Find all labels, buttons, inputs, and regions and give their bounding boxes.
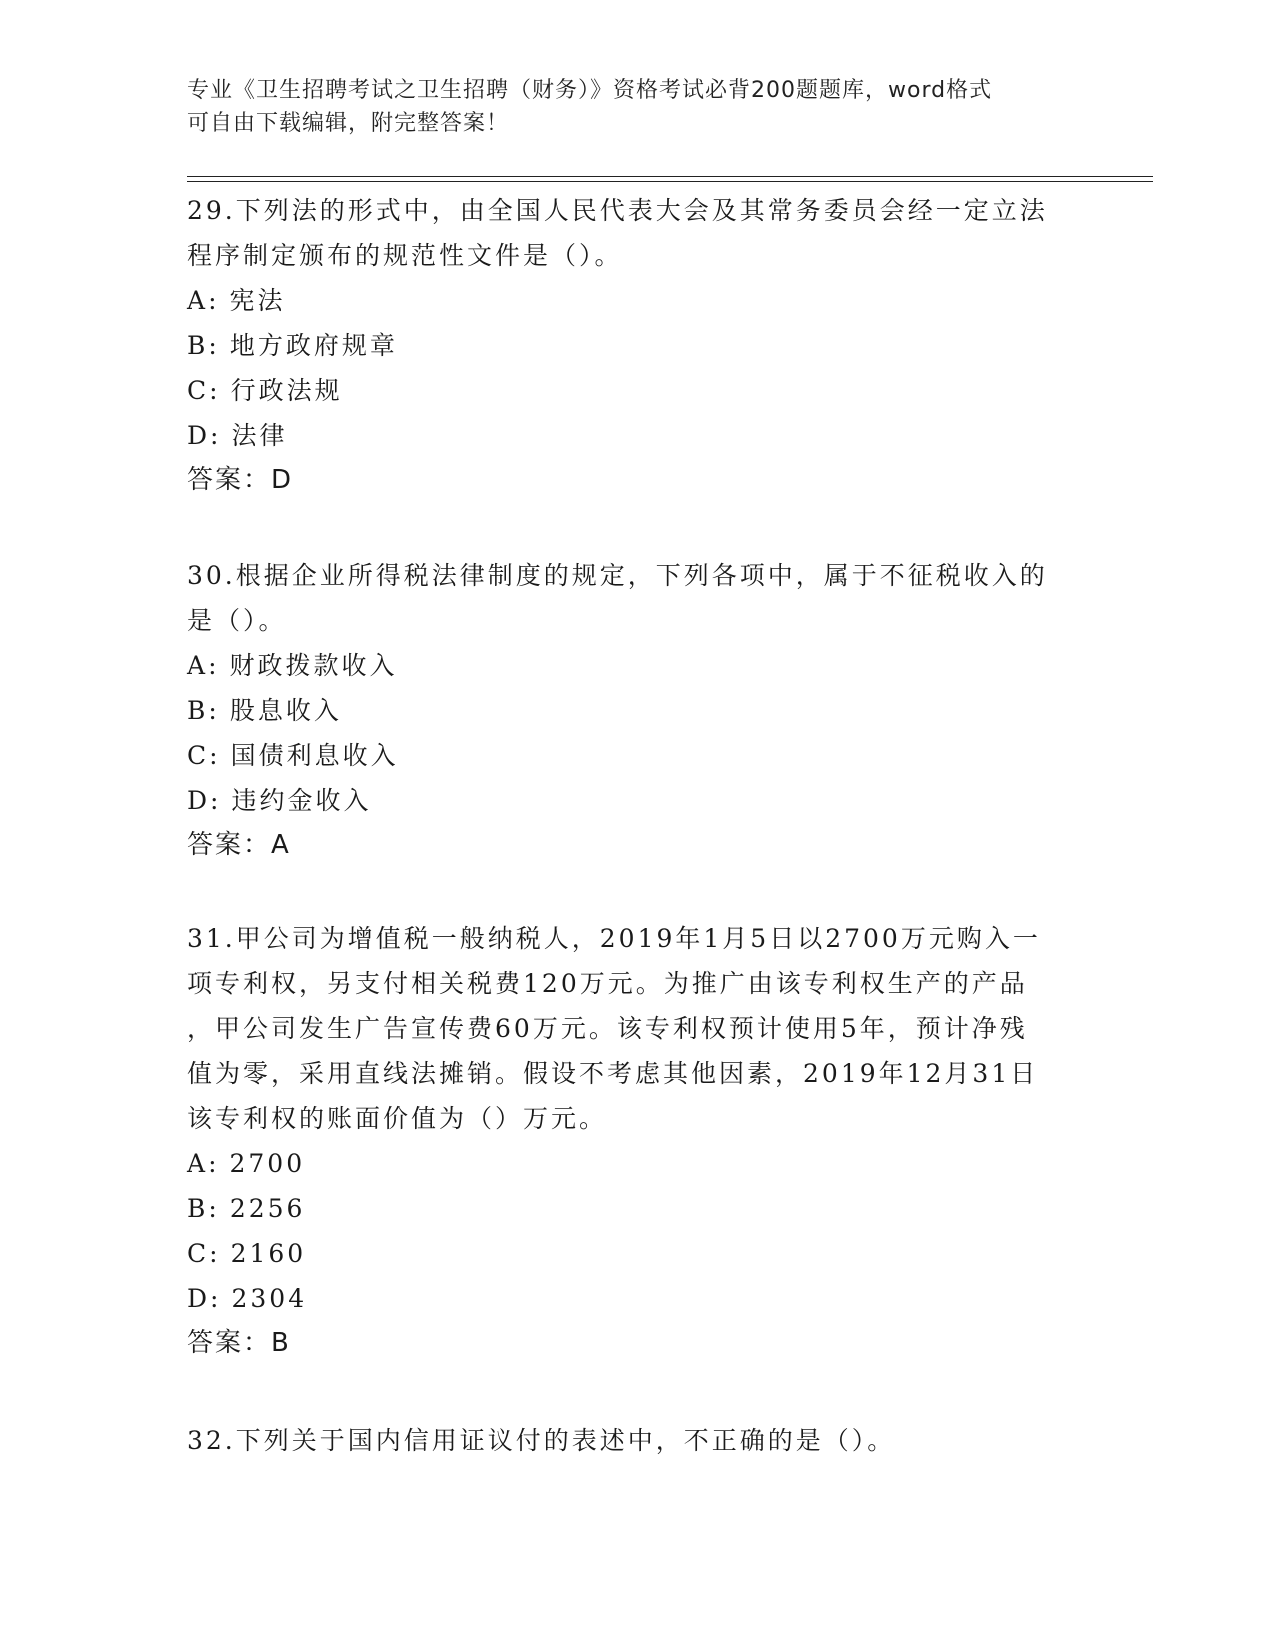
option-b [187, 323, 1077, 368]
answer-line: 答案：B [187, 1328, 291, 1358]
stem-line: 值为零，采用直线法摊销。假设不考虑其他因素，2019年12月31日 [187, 1059, 1039, 1088]
document-header [187, 74, 1067, 140]
option-key: A [187, 1149, 209, 1178]
option-separator: : [210, 421, 222, 450]
stem-line: 31.甲公司为增值税一般纳税人，2019年1月5日以2700万元购入一 [187, 924, 1041, 953]
option-d [187, 778, 1077, 823]
stem-line: 30.根据企业所得税法律制度的规定，下列各项中，属于不征税收入的 [187, 561, 1048, 590]
option-text: 地方政府规章 [229, 331, 398, 360]
option-separator: : [208, 1149, 220, 1178]
option-c [187, 733, 1077, 778]
option-a [187, 1141, 1077, 1186]
option-text: 违约金收入 [231, 786, 372, 815]
option-key: D [187, 786, 211, 815]
option-key: B [187, 331, 209, 360]
option-a [187, 278, 1077, 323]
option-separator: : [208, 696, 220, 725]
question-stem [187, 553, 1077, 643]
option-key: B [187, 1194, 209, 1223]
option-separator: : [210, 1284, 222, 1313]
header-divider-bottom [187, 181, 1153, 182]
option-list [187, 278, 1077, 458]
option-b [187, 688, 1077, 733]
option-b [187, 1186, 1077, 1231]
option-list [187, 1141, 1077, 1321]
answer-line: 答案：D [187, 465, 294, 495]
question-stem [187, 916, 1077, 1141]
option-text: 股息收入 [229, 696, 342, 725]
option-separator: : [208, 286, 220, 315]
option-d [187, 1276, 1077, 1321]
stem-line: 32.下列关于国内信用证议付的表述中，不正确的是（）。 [187, 1426, 896, 1455]
option-key: B [187, 696, 209, 725]
header-divider-top [187, 176, 1153, 177]
option-key: C [187, 1239, 210, 1268]
option-text: 国债利息收入 [230, 741, 399, 770]
option-separator: : [208, 331, 220, 360]
question-30 [187, 553, 1077, 868]
option-d [187, 413, 1077, 458]
option-text: 2256 [229, 1194, 306, 1223]
option-a [187, 643, 1077, 688]
option-text: 2160 [230, 1239, 307, 1268]
option-key: D [187, 1284, 211, 1313]
option-separator: : [209, 741, 221, 770]
question-32 [187, 1418, 1077, 1463]
stem-line: 29.下列法的形式中，由全国人民代表大会及其常务委员会经一定立法 [187, 196, 1048, 225]
option-key: A [187, 651, 209, 680]
option-separator: : [210, 786, 222, 815]
option-key: A [187, 286, 209, 315]
answer-line: 答案：A [187, 830, 291, 860]
option-separator: : [208, 651, 220, 680]
option-separator: : [208, 1194, 220, 1223]
option-key: C [187, 741, 210, 770]
stem-line: 程序制定颁布的规范性文件是（）。 [187, 241, 623, 270]
question-31 [187, 916, 1077, 1366]
header-line-1: 专业《卫生招聘考试之卫生招聘（财务）》资格考试必背200题题库，word格式 [187, 78, 993, 103]
header-line-2: 可自由下载编辑，附完整答案！ [187, 111, 510, 136]
question-stem [187, 1418, 1077, 1463]
option-separator: : [209, 376, 221, 405]
option-text: 财政拨款收入 [229, 651, 398, 680]
option-c [187, 1231, 1077, 1276]
stem-line: 项专利权，另支付相关税费120万元。为推广由该专利权生产的产品 [187, 969, 1028, 998]
option-key: C [187, 376, 210, 405]
stem-line: 该专利权的账面价值为（）万元。 [187, 1104, 608, 1133]
option-c [187, 368, 1077, 413]
question-29 [187, 188, 1077, 503]
stem-line: 是（）。 [187, 606, 287, 635]
option-text: 2700 [229, 1149, 306, 1178]
stem-line: ，甲公司发生广告宣传费60万元。该专利权预计使用5年，预计净残 [187, 1014, 1028, 1043]
option-text: 2304 [231, 1284, 308, 1313]
option-separator: : [209, 1239, 221, 1268]
option-text: 宪法 [229, 286, 286, 315]
option-text: 法律 [231, 421, 288, 450]
question-stem [187, 188, 1077, 278]
option-list [187, 643, 1077, 823]
option-key: D [187, 421, 211, 450]
option-text: 行政法规 [230, 376, 343, 405]
